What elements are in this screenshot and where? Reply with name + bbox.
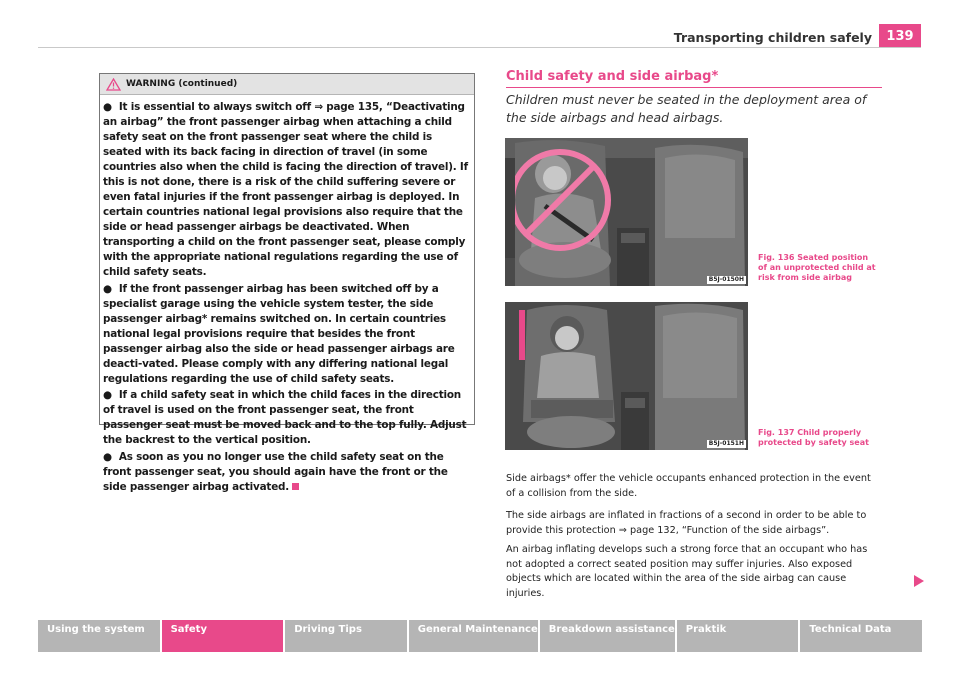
chapter-nav: [38, 620, 922, 652]
end-of-section-marker: [292, 483, 299, 490]
warning-bullet: ● If the front passenger airbag has been switched off by a specialist garage using the vehicle system tester, the side passenger airbag* remains switched on. In certain countries national legal provisions require that besides the front passenger airbag also the side or head passenger airbags are deacti-vated. Please comply with any differing national legal regulations regarding the use of child safety seats.: [103, 282, 455, 385]
tab-using-the-system[interactable]: Using the system: [38, 620, 160, 652]
section-lead: Children must never be seated in the deployment area of the side airbags and head airbags.: [506, 92, 867, 125]
warning-bullet: ● If a child safety seat in which the child faces in the direction of travel is used on the front passenger seat, the front passenger seat must be moved back and to the top fully. Adjust the backrest to the vertical position.: [103, 389, 467, 446]
figure-caption: Fig. 137 Child properly protected by safety seat: [758, 428, 869, 447]
warning-bullet: ● As soon as you no longer use the child safety seat on the front passenger seat, you should again have the front or the side passenger airbag activated.: [103, 450, 448, 493]
bullet-icon: ●: [103, 450, 112, 463]
figure-caption: Fig. 136 Seated position of an unprotected child at risk from side airbag: [758, 253, 876, 282]
figure-protected-child: [505, 302, 748, 450]
section-title: Child safety and side airbag*: [506, 69, 719, 84]
figure-code: B5J-0150H: [708, 276, 744, 283]
tab-technical-data[interactable]: Technical Data: [800, 620, 922, 652]
bullet-icon: ●: [103, 101, 112, 113]
body-paragraph: Side airbags* offer the vehicle occupants enhanced protection in the event of a collision from the side.: [506, 473, 871, 499]
page-number: 139: [879, 24, 921, 48]
warning-header: [100, 74, 474, 95]
body-paragraph: An airbag inflating develops such a strong force that an occupant who has not adopted a correct seated position may suffer injuries. Also exposed objects which are located within the area of the side airbag can cause injuries.: [506, 544, 868, 599]
figure-unprotected-child: [505, 138, 748, 286]
running-header-title: Transporting children safely: [673, 30, 872, 45]
tab-breakdown-assistance[interactable]: Breakdown assistance: [540, 620, 675, 652]
illustration-child-no-seat: [505, 138, 748, 286]
warning-body: [100, 95, 474, 495]
section-rule: [506, 87, 882, 88]
warning-box: [99, 73, 475, 493]
tab-driving-tips[interactable]: Driving Tips: [285, 620, 407, 652]
tab-general-maintenance[interactable]: General Maintenance: [409, 620, 538, 652]
bullet-icon: ●: [103, 282, 112, 295]
warning-triangle-icon: [106, 78, 121, 91]
header-rule: [38, 47, 921, 48]
tab-praktik[interactable]: Praktik: [677, 620, 799, 652]
next-page-arrow-icon[interactable]: [913, 574, 925, 588]
illustration-child-in-seat: [505, 302, 748, 450]
warning-bullet: ● It is essential to always switch off ⇒ page 135, “Deactivating an airbag” the front passenger airbag when attaching a child safety seat on the front passenger seat where the child is seated with its back facing in direction of travel (in some countries also when the child is facing the direction of travel). If this is not done, there is a risk of the child suffering severe or even fatal injuries if the front passenger airbag is deployed. In certain countries national legal provisions also require that the side or head passenger airbags be deactivated. When transporting a child on the front passenger seat, please comply with the appropriate national regulations regarding the use of child safety seats.: [103, 101, 468, 278]
tab-safety[interactable]: Safety: [162, 620, 284, 652]
warning-label: WARNING (continued): [126, 79, 238, 89]
body-paragraph: The side airbags are inflated in fractions of a second in order to be able to provide this protection ⇒ page 132, “Function of the side airbags”.: [506, 510, 867, 536]
bullet-icon: ●: [103, 389, 112, 401]
figure-code: B5J-0151H: [708, 440, 744, 447]
